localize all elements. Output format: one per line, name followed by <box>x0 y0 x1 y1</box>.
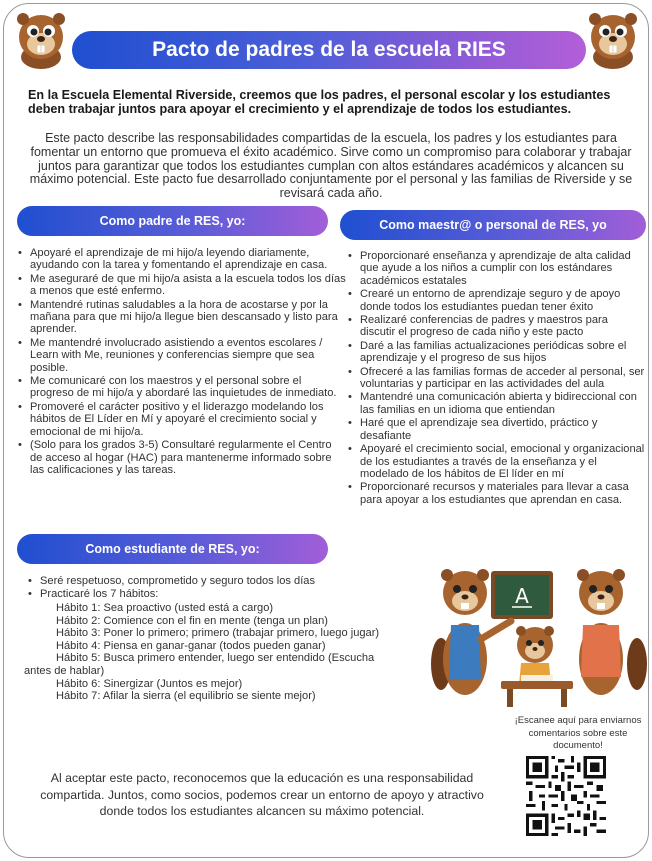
list-item: • Seré respetuoso, comprometido y seguro todos los días <box>28 575 388 587</box>
student-heading: Como estudiante de RES, yo: <box>17 534 328 564</box>
list-item: • Proporcionaré enseñanza y aprendizaje de alta calidad que ayude a los niños a cumplir con los estándares académicos estatales <box>348 250 646 287</box>
list-item: • Apoyaré el crecimiento social, emocional y organizacional de los estudiantes a través de la enseñanza y el modelado de los hábitos de El líder en mí <box>348 443 646 480</box>
scan-prompt: ¡Escanee aquí para enviarnos comentarios sobre este documento! <box>514 715 642 751</box>
intro-statement: En la Escuela Elemental Riverside, creemos que los padres, el personal escolar y los estudiantes deben trabajar juntos para apoyar el crecimiento y el aprendizaje de todos los estudiantes. <box>28 88 611 116</box>
list-item: • Crearé un entorno de aprendizaje seguro y de apoyo donde todos los estudiantes puedan tener éxito <box>348 288 646 313</box>
list-item: • Haré que el aprendizaje sea divertido, práctico y desafiante <box>348 417 646 442</box>
page-title: Pacto de padres de la escuela RIES <box>72 31 586 69</box>
student-list <box>28 575 388 602</box>
intro-paragraph: Este pacto describe las responsabilidades compartidas de la escuela, los padres y los estudiantes para fomentar un entorno que promueva el éxito académico. Sirve como un compromiso para colaborar y trabajar juntos para garantizar que todos los estudiantes cumplan con altos estándares académicos y alcancen su máximo potencial. Este pacto fue desarrollado conjuntamente por el personal y las familias de Riverside y se revisará cada año. <box>29 131 633 201</box>
list-item: • Ofreceré a las familias formas de acceder al personal, ser voluntarias y participar en las actividades del aula <box>348 366 646 391</box>
list-item: • Me aseguraré de que mi hijo/a asista a la escuela todos los días a menos que esté enfermo. <box>18 273 346 298</box>
habit-item: Hábito 4: Piensa en ganar-ganar (todos pueden ganar) <box>56 639 326 652</box>
parent-heading: Como padre de RES, yo: <box>17 206 328 236</box>
list-item: • Mantendré rutinas saludables a la hora de acostarse y por la mañana para que mi hijo/a llegue bien descansado y listo para aprender. <box>18 299 346 336</box>
habit-item: Hábito 7: Afilar la sierra (el equilibrio se siente mejor) <box>56 690 316 703</box>
staff-list <box>348 250 646 507</box>
habit-item: Hábito 2: Comience con el fin en mente (tenga un plan) <box>56 614 328 627</box>
beaver-mascot-right-icon <box>584 7 642 69</box>
beaver-mascot-left-icon <box>12 7 70 69</box>
qr-code-icon[interactable] <box>526 756 606 836</box>
board-letter: A <box>515 584 529 608</box>
list-item: • Me comunicaré con los maestros y el personal sobre el progreso de mi hijo/a y abordaré las inquietudes de inmediato. <box>18 375 346 400</box>
habit-item-continued: antes de hablar) <box>24 664 105 677</box>
list-item: • (Solo para los grados 3-5) Consultaré regularmente el Centro de acceso al hogar (HAC) para mantenerme informado sobre las calificaciones y las tareas. <box>18 439 346 476</box>
list-item: • Me mantendré involucrado asistiendo a eventos escolares / Learn with Me, reuniones y conferencias siempre que sea posible. <box>18 337 346 374</box>
list-item: • Promoveré el carácter positivo y el liderazgo modelando los hábitos de El Líder en Mí y apoyaré el crecimiento social y emocional de mi hijo/a. <box>18 401 346 438</box>
habit-item: Hábito 6: Sinergizar (Juntos es mejor) <box>56 677 243 690</box>
habits-list <box>24 602 424 703</box>
parent-list <box>18 247 346 477</box>
list-item: • Realizaré conferencias de padres y maestros para discutir el progreso de cada niño y este pacto <box>348 314 646 339</box>
list-item: • Mantendré una comunicación abierta y bidireccional con las familias en un idioma que entiendan <box>348 391 646 416</box>
beaver-classroom-illustration <box>429 559 649 709</box>
list-item: • Proporcionaré recursos y materiales para llevar a casa para apoyar a los estudiantes que aprendan en casa. <box>348 481 646 506</box>
compact-page <box>3 3 649 858</box>
list-item: • Practicaré los 7 hábitos: <box>28 588 388 600</box>
list-item: • Daré a las familias actualizaciones periódicas sobre el aprendizaje y el progreso de sus hijos <box>348 340 646 365</box>
habit-item: Hábito 3: Poner lo primero; primero (trabajar primero, luego jugar) <box>56 627 380 640</box>
closing-statement: Al aceptar este pacto, reconocemos que la educación es una responsabilidad compartida. Juntos, como socios, podemos crear un entorno de apoyo y atractivo donde todos los estudiantes alcancen su máximo potencial. <box>40 771 484 818</box>
habit-item: Hábito 5: Busca primero entender, luego ser entendido (Escucha <box>56 652 375 665</box>
list-item: • Apoyaré el aprendizaje de mi hijo/a leyendo diariamente, ayudando con la tarea y fomentando el aprendizaje en casa. <box>18 247 346 272</box>
habit-item: Hábito 1: Sea proactivo (usted está a cargo) <box>56 602 274 614</box>
staff-heading: Como maestr@ o personal de RES, yo <box>340 210 646 240</box>
